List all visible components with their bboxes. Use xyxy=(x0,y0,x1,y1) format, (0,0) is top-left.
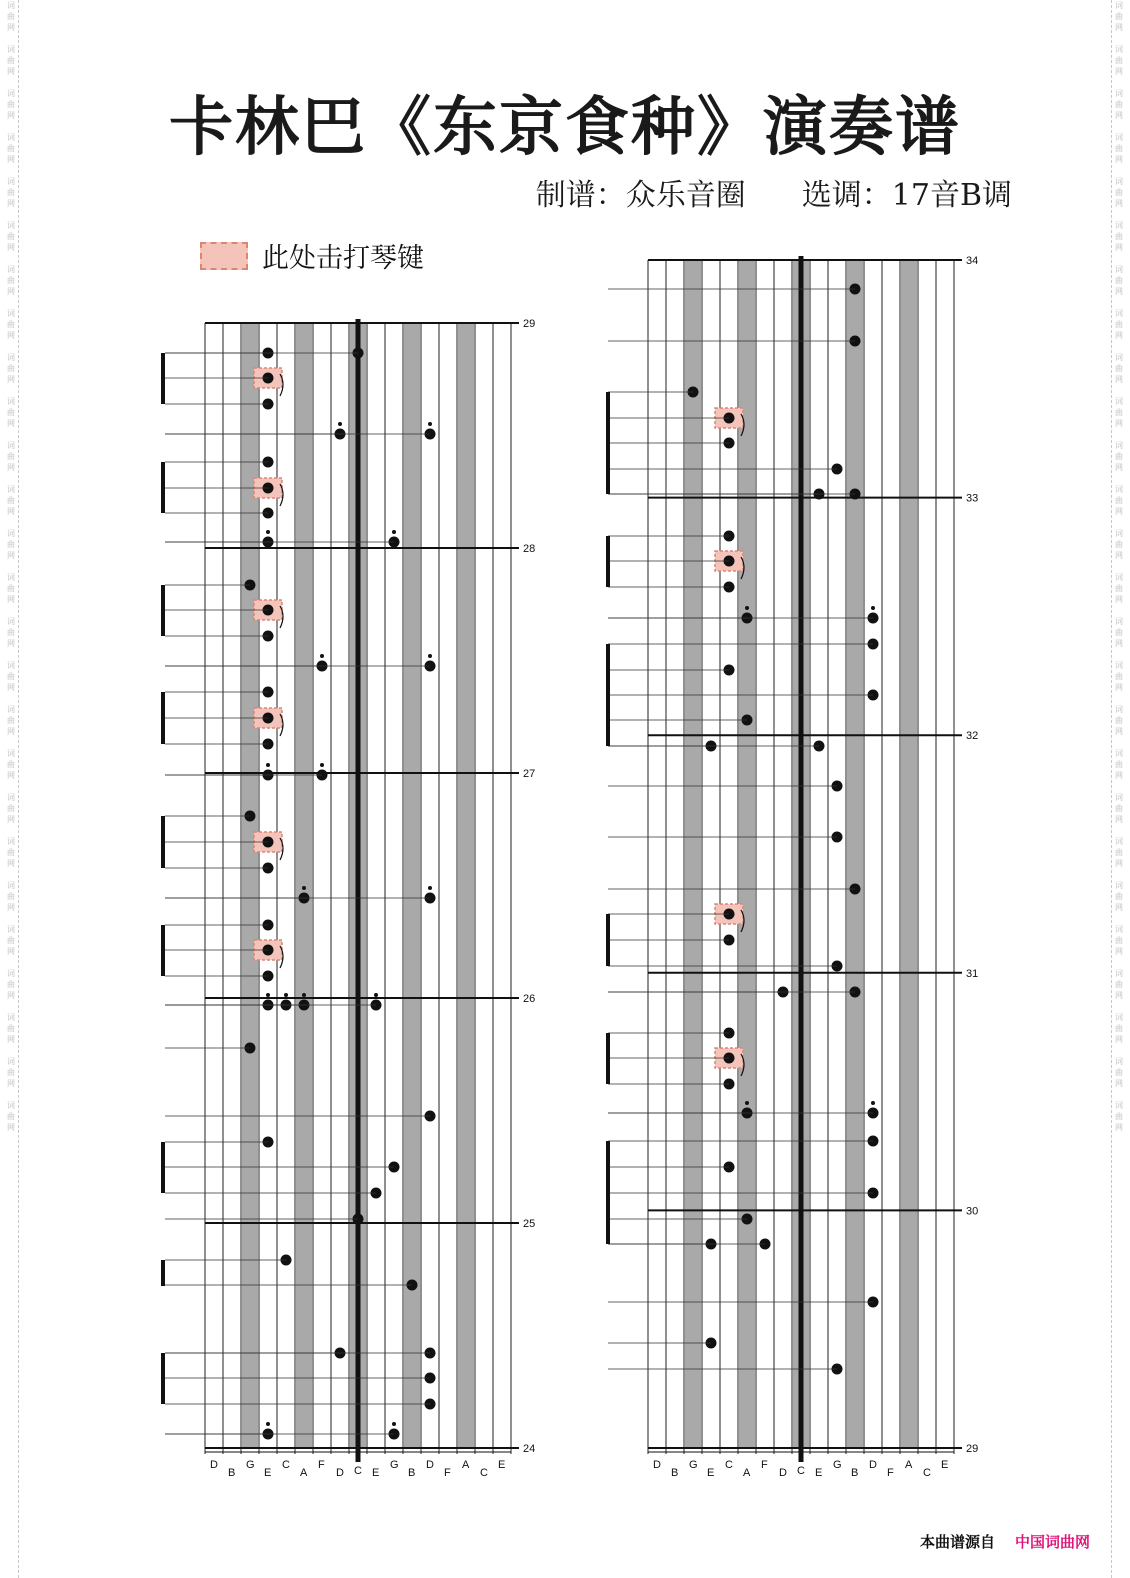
watermark-glyph: 曲 xyxy=(7,672,15,681)
watermark-glyph: 网 xyxy=(1115,243,1123,252)
watermark-glyph: 词 xyxy=(7,705,15,714)
watermark-glyph: 网 xyxy=(7,815,15,824)
watermark-glyph: 网 xyxy=(1115,1035,1123,1044)
watermark-glyph: 网 xyxy=(7,639,15,648)
octave-dot xyxy=(266,530,270,534)
octave-dot xyxy=(320,763,324,767)
watermark-glyph: 词 xyxy=(7,485,15,494)
watermark-glyph: 网 xyxy=(7,1079,15,1088)
watermark-glyph: 网 xyxy=(1115,463,1123,472)
watermark-glyph: 网 xyxy=(1115,727,1123,736)
watermark-glyph: 曲 xyxy=(7,496,15,505)
watermark-glyph: 词 xyxy=(1115,661,1123,670)
watermark-glyph: 词 xyxy=(1115,221,1123,230)
watermark-glyph: 网 xyxy=(7,771,15,780)
measure-number: 31 xyxy=(966,967,979,980)
measure-number: 25 xyxy=(523,1218,536,1230)
watermark-glyph: 网 xyxy=(7,155,15,164)
watermark-glyph: 网 xyxy=(1115,903,1123,912)
watermark-glyph: 网 xyxy=(7,683,15,692)
key-label: C xyxy=(354,1465,362,1477)
key-label: C xyxy=(480,1467,488,1479)
watermark-glyph: 词 xyxy=(1115,353,1123,362)
watermark-glyph: 网 xyxy=(1115,683,1123,692)
watermark-glyph: 曲 xyxy=(7,848,15,857)
watermark-glyph: 词 xyxy=(7,133,15,142)
measure-number: 29 xyxy=(966,1443,979,1455)
measure-number: 34 xyxy=(966,255,979,267)
watermark-glyph: 曲 xyxy=(7,760,15,769)
key-label: F xyxy=(318,1459,325,1471)
watermark-glyph: 曲 xyxy=(7,1068,15,1077)
watermark-glyph: 曲 xyxy=(7,100,15,109)
measure-number: 24 xyxy=(523,1443,536,1455)
watermark-glyph: 曲 xyxy=(7,408,15,417)
key-label: 选调：17音B调 xyxy=(801,178,1012,213)
watermark-glyph: 曲 xyxy=(1115,56,1123,65)
watermark-glyph: 曲 xyxy=(1115,980,1123,989)
key-label: A xyxy=(743,1467,751,1479)
watermark-glyph: 曲 xyxy=(1115,496,1123,505)
watermark-glyph: 网 xyxy=(1115,595,1123,604)
watermark-glyph: 曲 xyxy=(7,892,15,901)
measure-number: 28 xyxy=(523,543,536,555)
shaded-tine xyxy=(739,260,755,1448)
watermark-glyph: 曲 xyxy=(1115,408,1123,417)
key-label: C xyxy=(725,1459,733,1471)
shaded-tine xyxy=(404,323,420,1448)
watermark-glyph: 网 xyxy=(1115,859,1123,868)
watermark-glyph: 曲 xyxy=(1115,144,1123,153)
key-label: B xyxy=(671,1467,679,1479)
watermark-glyph: 网 xyxy=(1115,551,1123,560)
watermark-glyph: 曲 xyxy=(7,936,15,945)
key-label: E xyxy=(264,1467,272,1479)
octave-dot xyxy=(745,606,749,610)
octave-dot xyxy=(745,1101,749,1105)
watermark-glyph: 曲 xyxy=(7,452,15,461)
watermark-glyph: 曲 xyxy=(7,540,15,549)
key-label: E xyxy=(372,1467,380,1479)
watermark-glyph: 词 xyxy=(1115,309,1123,318)
source-site: 中国词曲网 xyxy=(1014,1533,1090,1551)
watermark-glyph: 网 xyxy=(1115,771,1123,780)
watermark-glyph: 曲 xyxy=(1115,1068,1123,1077)
watermark-glyph: 曲 xyxy=(1115,716,1123,725)
watermark-glyph: 网 xyxy=(7,991,15,1000)
watermark-glyph: 网 xyxy=(1115,1079,1123,1088)
watermark-glyph: 曲 xyxy=(7,980,15,989)
watermark-glyph: 词 xyxy=(1115,1101,1123,1110)
key-label: G xyxy=(390,1459,399,1471)
watermark-glyph: 词 xyxy=(1115,793,1123,802)
key-label: B xyxy=(228,1467,236,1479)
octave-dot xyxy=(266,1422,270,1426)
watermark-glyph: 曲 xyxy=(1115,1112,1123,1121)
watermark-glyph: 词 xyxy=(1115,265,1123,274)
key-label: E xyxy=(498,1459,506,1471)
watermark-glyph: 词 xyxy=(7,1,15,10)
watermark-glyph: 网 xyxy=(1115,419,1123,428)
watermark-glyph: 曲 xyxy=(1115,320,1123,329)
watermark-glyph: 网 xyxy=(1115,111,1123,120)
left-tablature xyxy=(163,318,535,1479)
key-label: A xyxy=(300,1467,308,1479)
watermark-glyph: 曲 xyxy=(1115,232,1123,241)
watermark-glyph: 词 xyxy=(7,221,15,230)
measure-number: 30 xyxy=(966,1205,979,1218)
watermark-glyph: 曲 xyxy=(7,320,15,329)
watermark-glyph: 词 xyxy=(7,89,15,98)
key-label: D xyxy=(653,1459,661,1471)
watermark-glyph: 曲 xyxy=(7,628,15,637)
watermark-glyph: 词 xyxy=(7,1013,15,1022)
watermark-glyph: 网 xyxy=(1115,507,1123,516)
watermark-glyph: 词 xyxy=(7,265,15,274)
watermark-glyph: 曲 xyxy=(7,716,15,725)
octave-dot xyxy=(338,422,342,426)
watermark-glyph: 网 xyxy=(1115,67,1123,76)
watermark-glyph: 词 xyxy=(7,661,15,670)
measure-number: 29 xyxy=(523,318,536,330)
key-label: D xyxy=(869,1459,877,1471)
watermark-glyph: 曲 xyxy=(1115,100,1123,109)
watermark-glyph: 曲 xyxy=(1115,584,1123,593)
shaded-tine xyxy=(458,323,474,1448)
watermark-glyph: 词 xyxy=(7,881,15,890)
watermark-glyph: 词 xyxy=(7,837,15,846)
shaded-tine xyxy=(901,260,917,1448)
key-label: F xyxy=(761,1459,768,1471)
key-label: C xyxy=(797,1465,805,1477)
watermark-glyph: 词 xyxy=(7,529,15,538)
watermark-glyph: 网 xyxy=(7,507,15,516)
key-label: F xyxy=(887,1467,894,1479)
watermark-glyph: 词 xyxy=(7,309,15,318)
watermark-glyph: 曲 xyxy=(7,804,15,813)
watermark-glyph: 曲 xyxy=(1115,936,1123,945)
measure-number: 26 xyxy=(523,993,536,1005)
key-label: E xyxy=(941,1459,949,1471)
key-label: A xyxy=(905,1459,913,1471)
watermark-glyph: 网 xyxy=(1115,1123,1123,1132)
watermark-glyph: 词 xyxy=(7,177,15,186)
watermark-glyph: 网 xyxy=(7,463,15,472)
legend-text: 此处击打琴键 xyxy=(262,243,424,274)
watermark-glyph: 网 xyxy=(7,331,15,340)
watermark-glyph: 网 xyxy=(7,375,15,384)
watermark-glyph: 词 xyxy=(1115,1,1123,10)
watermark-glyph: 网 xyxy=(7,287,15,296)
watermark-glyph: 曲 xyxy=(1115,276,1123,285)
watermark-glyph: 曲 xyxy=(7,276,15,285)
watermark-glyph: 曲 xyxy=(7,584,15,593)
watermark-glyph: 词 xyxy=(7,353,15,362)
watermark-glyph: 词 xyxy=(1115,45,1123,54)
watermark-glyph: 网 xyxy=(7,419,15,428)
shaded-tine xyxy=(296,323,312,1448)
watermark-glyph: 词 xyxy=(7,749,15,758)
watermark-glyph: 词 xyxy=(7,1057,15,1066)
watermark-glyph: 曲 xyxy=(1115,12,1123,21)
watermark-glyph: 词 xyxy=(1115,969,1123,978)
octave-dot xyxy=(374,993,378,997)
key-label: D xyxy=(336,1467,344,1479)
watermark-glyph: 网 xyxy=(1115,991,1123,1000)
watermark-glyph: 词 xyxy=(1115,529,1123,538)
shaded-tine xyxy=(685,260,701,1448)
watermark-glyph: 词 xyxy=(1115,397,1123,406)
watermark-glyph: 词 xyxy=(7,45,15,54)
watermark-glyph: 网 xyxy=(7,947,15,956)
watermark-glyph: 词 xyxy=(1115,749,1123,758)
watermark-glyph: 网 xyxy=(1115,199,1123,208)
watermark-glyph: 曲 xyxy=(1115,760,1123,769)
watermark-glyph: 网 xyxy=(1115,639,1123,648)
key-label: C xyxy=(282,1459,290,1471)
watermark-glyph: 曲 xyxy=(7,56,15,65)
watermark-glyph: 曲 xyxy=(1115,672,1123,681)
watermark-glyph: 词 xyxy=(7,925,15,934)
arranger-label: 制谱：众乐音圈 xyxy=(535,178,746,213)
watermark-glyph: 词 xyxy=(1115,1057,1123,1066)
octave-dot xyxy=(428,654,432,658)
octave-dot xyxy=(428,422,432,426)
key-label: B xyxy=(408,1467,416,1479)
watermark-glyph: 词 xyxy=(1115,573,1123,582)
watermark-glyph: 曲 xyxy=(7,188,15,197)
octave-dot xyxy=(392,1422,396,1426)
measure-number: 33 xyxy=(966,492,979,505)
watermark-glyph: 词 xyxy=(1115,837,1123,846)
octave-dot xyxy=(428,886,432,890)
watermark-glyph: 词 xyxy=(1115,705,1123,714)
watermark-glyph: 网 xyxy=(1115,23,1123,32)
watermark-glyph: 词 xyxy=(1115,1013,1123,1022)
octave-dot xyxy=(266,763,270,767)
watermark-glyph: 词 xyxy=(7,397,15,406)
watermark-glyph: 曲 xyxy=(1115,452,1123,461)
octave-dot xyxy=(871,606,875,610)
watermark-glyph: 网 xyxy=(7,111,15,120)
right-tablature xyxy=(608,255,978,1479)
page-title: 卡林巴《东京食种》演奏谱 xyxy=(169,91,961,165)
key-label: G xyxy=(833,1459,842,1471)
key-label: D xyxy=(426,1459,434,1471)
watermark-glyph: 网 xyxy=(7,727,15,736)
watermark-glyph: 网 xyxy=(1115,375,1123,384)
octave-dot xyxy=(302,886,306,890)
octave-dot xyxy=(392,530,396,534)
watermark-glyph: 网 xyxy=(7,243,15,252)
watermark-glyph: 网 xyxy=(7,67,15,76)
octave-dot xyxy=(284,993,288,997)
watermark-glyph: 词 xyxy=(1115,925,1123,934)
watermark-glyph: 网 xyxy=(7,595,15,604)
watermark-glyph: 词 xyxy=(7,617,15,626)
watermark-glyph: 网 xyxy=(7,1035,15,1044)
watermark-glyph: 网 xyxy=(7,903,15,912)
key-label: G xyxy=(246,1459,255,1471)
source-label: 本曲谱源自 xyxy=(919,1533,995,1551)
watermark-glyph: 曲 xyxy=(1115,540,1123,549)
watermark-glyph: 曲 xyxy=(1115,188,1123,197)
watermark-glyph: 曲 xyxy=(7,1024,15,1033)
watermark-glyph: 曲 xyxy=(1115,628,1123,637)
watermark-glyph: 词 xyxy=(1115,617,1123,626)
watermark-glyph: 曲 xyxy=(7,144,15,153)
watermark-glyph: 网 xyxy=(7,1123,15,1132)
watermark-glyph: 曲 xyxy=(7,232,15,241)
key-label: B xyxy=(851,1467,859,1479)
watermark-glyph: 词 xyxy=(7,969,15,978)
watermark-glyph: 网 xyxy=(1115,331,1123,340)
key-label: F xyxy=(444,1467,451,1479)
measure-number: 27 xyxy=(523,768,536,780)
watermark-glyph: 网 xyxy=(7,199,15,208)
watermark-glyph: 词 xyxy=(7,793,15,802)
watermark-glyph: 网 xyxy=(7,859,15,868)
key-label: E xyxy=(815,1467,823,1479)
shaded-tine xyxy=(847,260,863,1448)
watermark-glyph: 词 xyxy=(7,441,15,450)
octave-dot xyxy=(302,993,306,997)
key-label: C xyxy=(923,1467,931,1479)
key-label: D xyxy=(210,1459,218,1471)
watermark-glyph: 词 xyxy=(1115,485,1123,494)
footer xyxy=(920,1531,1090,1552)
key-label: A xyxy=(462,1459,470,1471)
watermark-glyph: 网 xyxy=(7,23,15,32)
watermark-glyph: 词 xyxy=(7,1101,15,1110)
watermark-glyph: 曲 xyxy=(1115,1024,1123,1033)
watermark-glyph: 网 xyxy=(1115,287,1123,296)
watermark-glyph: 网 xyxy=(1115,815,1123,824)
watermark-glyph: 词 xyxy=(1115,441,1123,450)
watermark-glyph: 曲 xyxy=(7,1112,15,1121)
watermark-glyph: 曲 xyxy=(1115,804,1123,813)
octave-dot xyxy=(871,1101,875,1105)
watermark-glyph: 网 xyxy=(7,551,15,560)
key-label: E xyxy=(707,1467,715,1479)
watermark-glyph: 词 xyxy=(1115,881,1123,890)
watermark-glyph: 词 xyxy=(1115,133,1123,142)
key-label: G xyxy=(689,1459,698,1471)
watermark-glyph: 曲 xyxy=(1115,364,1123,373)
octave-dot xyxy=(266,993,270,997)
watermark-glyph: 词 xyxy=(1115,177,1123,186)
octave-dot xyxy=(320,654,324,658)
watermark-glyph: 词 xyxy=(1115,89,1123,98)
watermark-glyph: 网 xyxy=(1115,155,1123,164)
watermark-glyph: 网 xyxy=(1115,947,1123,956)
watermark-glyph: 曲 xyxy=(7,12,15,21)
watermark-glyph: 曲 xyxy=(1115,892,1123,901)
watermark-glyph: 曲 xyxy=(1115,848,1123,857)
measure-number: 32 xyxy=(966,730,979,743)
watermark-glyph: 曲 xyxy=(7,364,15,373)
key-label: D xyxy=(779,1467,787,1479)
watermark-glyph: 词 xyxy=(7,573,15,582)
